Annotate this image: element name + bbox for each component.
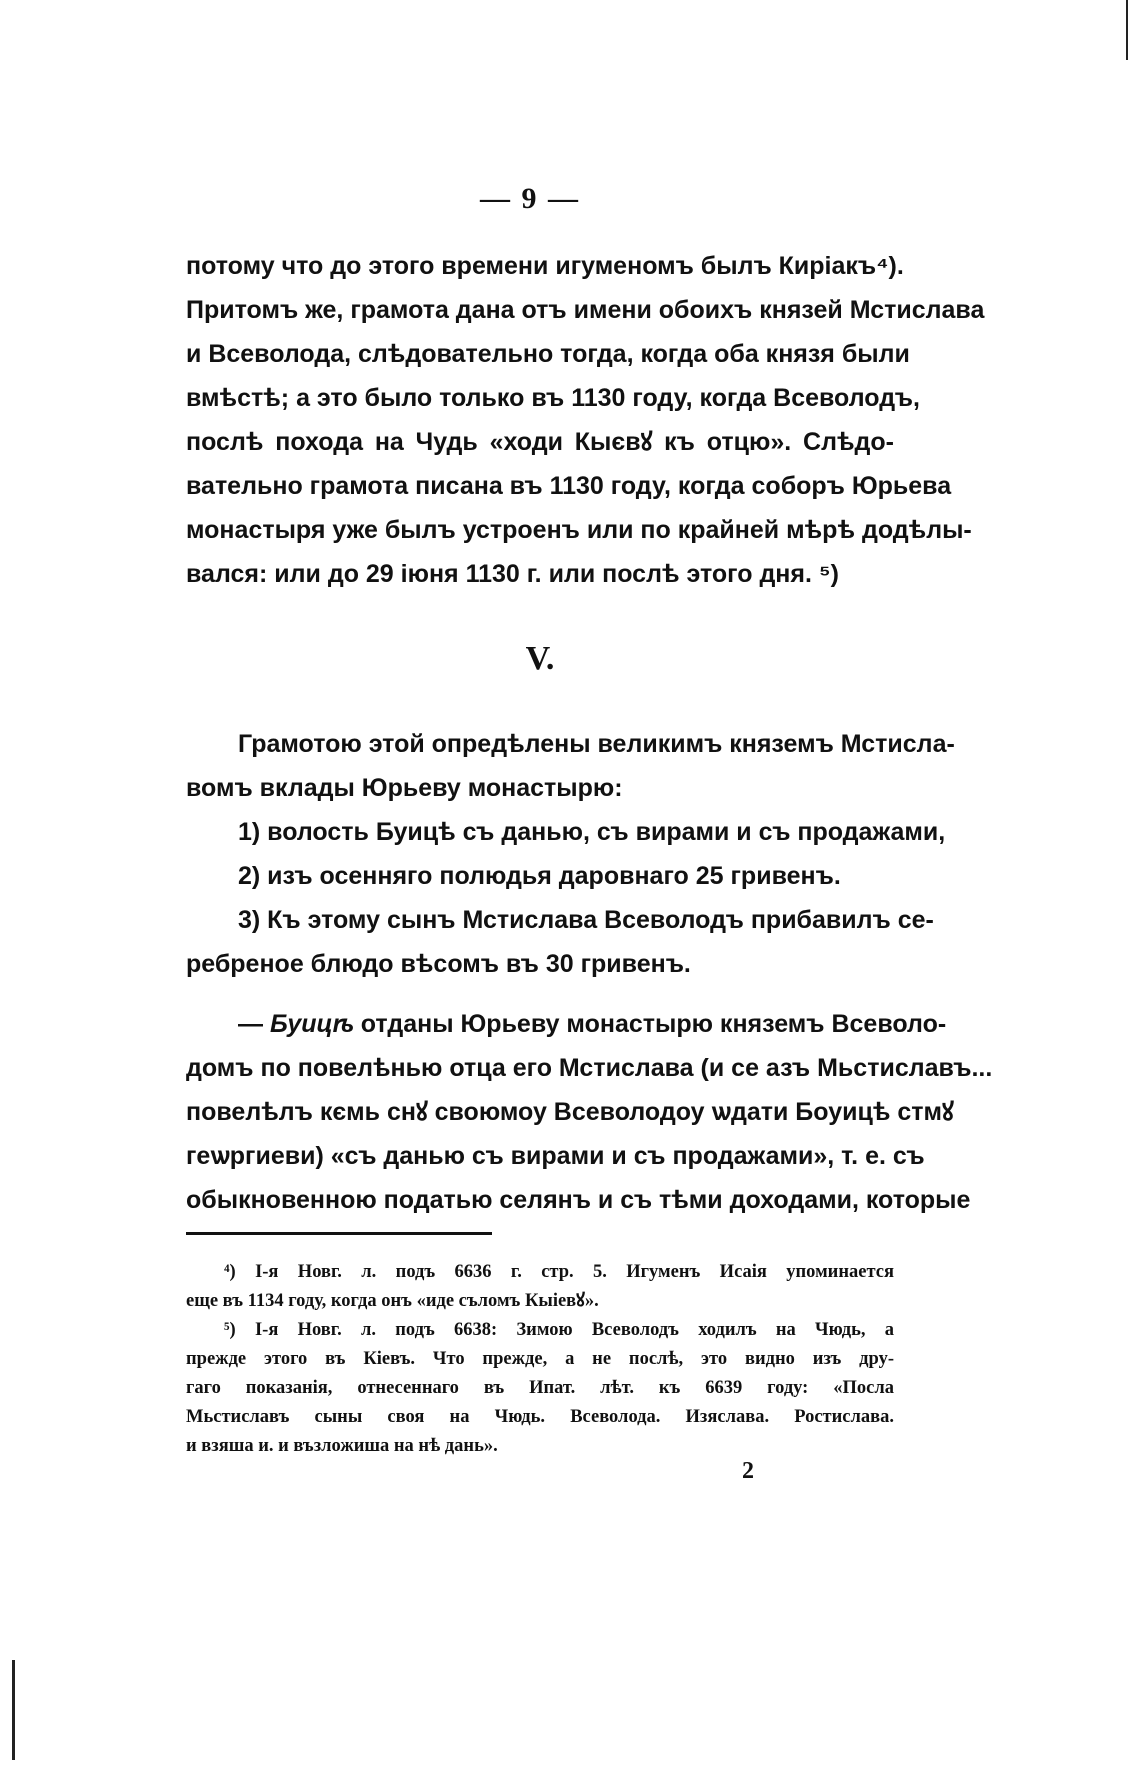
paragraph-2 [186,722,955,986]
page-number: — 9 — [480,182,580,215]
paragraph-line [186,1002,947,1046]
paragraph-line: домъ по повелѣнью отца его Мстислава (и се азъ Мьстиславъ... [186,1054,993,1082]
scan-edge-mark [12,1660,15,1760]
footnote-5-line: ⁵) І-я Новг. л. подъ 6638: Зимою Всеволодъ ходилъ на Чюдь, а [224,1320,894,1340]
footnote-5-line: Мьстиславъ сыны своя на Чюдь. Всеволода. Изяслава. Ростислава. [186,1407,894,1427]
em-dash: — [238,1010,263,1038]
list-item: 3) Къ этому сынъ Мстислава Всеволодъ прибавилъ се- [238,906,934,934]
list-item: 1) волость Буицѣ съ данью, съ вирами и съ продажами, [238,818,946,846]
paragraph-line: потому что до этого времени игуменомъ былъ Киріакъ⁴). [186,252,904,280]
paragraph-1 [186,244,985,596]
paragraph-line: Грамотою этой опредѣлены великимъ княземъ Мстисла- [238,730,955,758]
paragraph-line: обыкновенною податью селянъ и съ тѣми доходами, которые [186,1186,971,1214]
paragraph-line: монастыря уже былъ устроенъ или по крайней мѣрѣ додѣлы- [186,516,972,544]
section-heading: V. [525,640,555,677]
paragraph-line: вмѣстѣ; а это было только въ 1130 году, когда Всеволодъ, [186,384,920,412]
footnote-5-line: гаго показанія, отнесеннаго въ Ипат. лѣт. къ 6639 году: «Посла [186,1378,894,1398]
paragraph-line: вался: или до 29 іюня 1130 г. или послѣ этого дня. ⁵) [186,560,839,588]
paragraph-line: вательно грамота писана въ 1130 году, когда соборъ Юрьева [186,472,952,500]
list-item-continuation: ребреное блюдо вѣсомъ въ 30 гривенъ. [186,950,691,978]
list-item: 2) изъ осенняго полюдья даровнаго 25 гривенъ. [238,862,841,890]
paragraph-line: вомъ вклады Юрьеву монастырю: [186,774,623,802]
footnote-rule [186,1232,492,1235]
paragraph-line-rest: отданы Юрьеву монастырю княземъ Всеволо- [360,1010,947,1038]
footnote-5-line: и взяша и. и възложиша на нѣ дань». [186,1436,498,1456]
paragraph-line: геѡргиеви) «съ данью съ вирами и съ продажами», т. е. съ [186,1142,925,1170]
paragraph-line: послѣ похода на Чудь «ходи Кыєвꙋ къ отцю». Слѣдо- [186,428,894,456]
paragraph-line: Притомъ же, грамота дана отъ имени обоихъ князей Мстислава [186,296,985,324]
footnote-5-line: прежде этого въ Кіевъ. Что прежде, а не послѣ, это видно изъ дру- [186,1349,894,1369]
footnote-4-line: еще въ 1134 году, когда онъ «иде съломъ Кыіевꙋ». [186,1291,599,1311]
scan-edge-mark [1126,0,1128,60]
footnote-4-line: ⁴) І-я Новг. л. подъ 6636 г. стр. 5. Игуменъ Исаія упоминается [224,1262,894,1282]
paragraph-line: и Всеволода, слѣдовательно тогда, когда оба князя были [186,340,910,368]
paragraph-line: повелѣлъ кємь снꙋ своюмоу Всеволодоу ѡдати Боуицѣ стмꙋ [186,1098,954,1126]
emphasized-term: Буицѣ [269,1010,354,1038]
paragraph-3 [186,1002,993,1222]
signature-mark: 2 [742,1458,754,1484]
footnotes [186,1258,894,1461]
